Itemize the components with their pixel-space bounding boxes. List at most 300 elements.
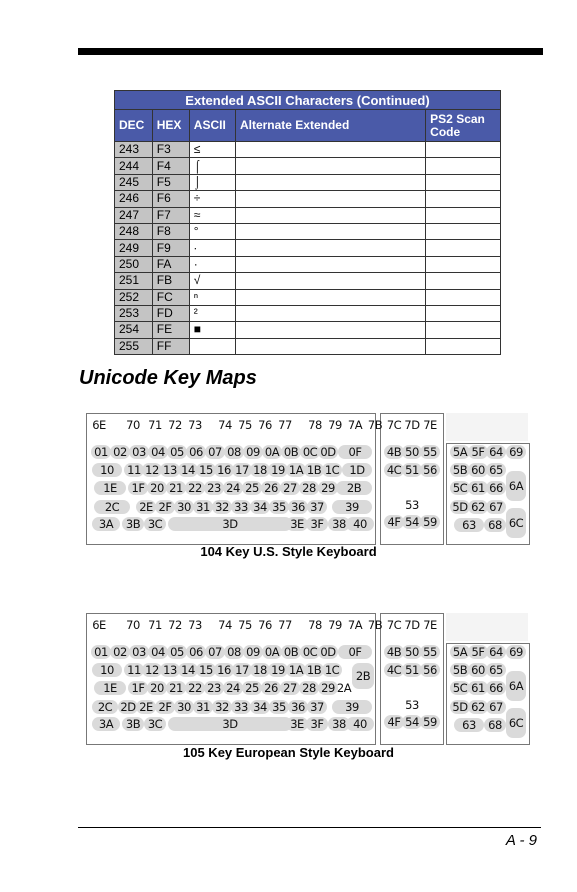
cell-ascii: ≤: [189, 142, 235, 158]
key-code-40: 40: [346, 517, 374, 531]
cell-ascii: [189, 338, 235, 354]
cell-hex: FB: [152, 273, 189, 289]
key-code-5f: 5F: [468, 445, 488, 459]
key-code-2f: 2F: [155, 700, 175, 714]
cell-ps2: [426, 289, 501, 305]
key-code-36: 36: [288, 700, 308, 714]
key-code-10: 10: [92, 463, 122, 477]
key-code-1a: 1A: [286, 663, 306, 677]
key-code-70: 70: [126, 618, 140, 632]
key-code-61: 61: [468, 481, 488, 495]
cell-ascii: ⌡: [189, 174, 235, 190]
table-row: [115, 207, 501, 223]
key-code-29: 29: [318, 681, 338, 695]
numpad-top-blank: [446, 413, 528, 441]
bottom-rule: [78, 827, 541, 828]
cell-ascii: ²: [189, 305, 235, 321]
cell-ascii: ÷: [189, 191, 235, 207]
key-code-33: 33: [231, 700, 251, 714]
key-code-38: 38: [328, 717, 350, 731]
key-code-74: 74: [218, 618, 232, 632]
key-code-22: 22: [185, 481, 205, 495]
key-code-32: 32: [212, 700, 232, 714]
key-code-63: 63: [454, 718, 484, 732]
key-code-7c: 7C: [386, 418, 402, 432]
key-code-21: 21: [166, 481, 186, 495]
key-code-69: 69: [506, 645, 526, 659]
cell-hex: F9: [152, 240, 189, 256]
key-code-11: 11: [124, 463, 144, 477]
key-code-2b: 2B: [352, 663, 374, 689]
key-code-6c: 6C: [506, 708, 526, 738]
cell-ascii: ⌠: [189, 158, 235, 174]
cell-ascii: ≈: [189, 207, 235, 223]
key-code-17: 17: [232, 663, 252, 677]
cell-hex: F8: [152, 223, 189, 239]
key-code-77: 77: [278, 418, 292, 432]
key-code-32: 32: [212, 500, 232, 514]
top-rule: [78, 48, 543, 55]
key-code-29: 29: [318, 481, 338, 495]
key-code-39: 39: [332, 500, 372, 514]
key-code-31: 31: [193, 700, 213, 714]
key-code-2a: 2A: [336, 681, 352, 695]
key-code-60: 60: [468, 663, 488, 677]
key-code-21: 21: [166, 681, 186, 695]
key-code-4f: 4F: [384, 715, 404, 729]
key-code-22: 22: [185, 681, 205, 695]
key-code-18: 18: [250, 463, 270, 477]
key-code-7e: 7E: [423, 618, 437, 632]
cell-ps2: [426, 256, 501, 272]
key-code-5f: 5F: [468, 645, 488, 659]
header-hex: HEX: [152, 110, 189, 142]
key-code-12: 12: [142, 463, 162, 477]
key-code-4f: 4F: [384, 515, 404, 529]
cell-alt: [235, 174, 425, 190]
header-alternate-extended: Alternate Extended: [235, 110, 425, 142]
table-row: [115, 338, 501, 354]
key-code-16: 16: [214, 463, 234, 477]
cell-hex: FC: [152, 289, 189, 305]
key-code-66: 66: [486, 481, 506, 495]
key-code-64: 64: [486, 445, 506, 459]
table-row: [115, 273, 501, 289]
key-code-3c: 3C: [144, 717, 166, 731]
cell-ps2: [426, 273, 501, 289]
key-code-78: 78: [308, 418, 322, 432]
key-code-19: 19: [268, 663, 288, 677]
key-code-60: 60: [468, 463, 488, 477]
key-code-03: 03: [129, 445, 149, 459]
key-code-55: 55: [420, 445, 440, 459]
key-code-13: 13: [160, 463, 180, 477]
cell-ascii: ·: [189, 256, 235, 272]
key-code-1e: 1E: [94, 681, 126, 695]
cell-ascii: ⁿ: [189, 289, 235, 305]
key-code-35: 35: [269, 500, 289, 514]
table-row: [115, 158, 501, 174]
numpad-top-blank: [446, 613, 528, 641]
cell-alt: [235, 223, 425, 239]
cell-hex: FA: [152, 256, 189, 272]
table-row: [115, 142, 501, 158]
key-code-5c: 5C: [450, 681, 470, 695]
cell-alt: [235, 273, 425, 289]
key-code-35: 35: [269, 700, 289, 714]
key-code-5a: 5A: [450, 645, 470, 659]
key-code-37: 37: [307, 500, 327, 514]
table-row: [115, 289, 501, 305]
cell-ascii: ∙: [189, 240, 235, 256]
cell-dec: 249: [115, 240, 153, 256]
key-code-0f: 0F: [338, 645, 372, 659]
cell-dec: 248: [115, 223, 153, 239]
key-code-2d: 2D: [118, 700, 138, 714]
key-code-1f: 1F: [128, 681, 148, 695]
key-code-1e: 1E: [94, 481, 126, 495]
key-code-7c: 7C: [386, 618, 402, 632]
cell-ascii: ■: [189, 322, 235, 338]
key-code-04: 04: [148, 445, 168, 459]
cell-hex: F4: [152, 158, 189, 174]
key-code-24: 24: [223, 481, 243, 495]
key-code-06: 06: [186, 445, 206, 459]
key-code-04: 04: [148, 645, 168, 659]
key-code-55: 55: [420, 645, 440, 659]
key-code-38: 38: [328, 517, 350, 531]
key-code-01: 01: [91, 645, 111, 659]
cell-alt: [235, 191, 425, 207]
cell-alt: [235, 305, 425, 321]
key-code-4b: 4B: [384, 645, 404, 659]
key-code-28: 28: [299, 681, 319, 695]
key-code-1b: 1B: [304, 463, 324, 477]
key-code-30: 30: [174, 500, 194, 514]
key-code-76: 76: [258, 418, 272, 432]
key-code-67: 67: [486, 500, 506, 514]
key-code-4b: 4B: [384, 445, 404, 459]
key-code-1b: 1B: [304, 663, 324, 677]
key-code-0c: 0C: [300, 445, 320, 459]
key-code-34: 34: [250, 500, 270, 514]
key-code-05: 05: [167, 645, 187, 659]
key-code-7b: 7B: [367, 418, 383, 432]
cell-ps2: [426, 191, 501, 207]
key-code-3c: 3C: [144, 517, 166, 531]
key-code-3b: 3B: [122, 717, 144, 731]
key-code-0a: 0A: [262, 445, 282, 459]
key-code-3f: 3F: [306, 517, 328, 531]
key-code-62: 62: [468, 700, 488, 714]
key-code-25: 25: [242, 481, 262, 495]
key-code-2e: 2E: [136, 700, 156, 714]
key-code-0d: 0D: [318, 645, 338, 659]
key-code-50: 50: [402, 645, 422, 659]
key-code-3f: 3F: [306, 717, 328, 731]
key-code-1a: 1A: [286, 463, 306, 477]
key-code-53: 53: [405, 698, 419, 712]
key-code-63: 63: [454, 518, 484, 532]
key-code-33: 33: [231, 500, 251, 514]
key-code-56: 56: [420, 463, 440, 477]
cell-ascii: √: [189, 273, 235, 289]
key-code-68: 68: [484, 518, 506, 532]
cell-alt: [235, 289, 425, 305]
key-code-3e: 3E: [286, 517, 308, 531]
key-code-0f: 0F: [338, 445, 372, 459]
key-code-1c: 1C: [322, 463, 342, 477]
key-code-73: 73: [188, 418, 202, 432]
key-code-7d: 7D: [404, 618, 420, 632]
key-code-50: 50: [402, 445, 422, 459]
key-code-6a: 6A: [506, 671, 526, 701]
key-code-0b: 0B: [281, 645, 301, 659]
key-code-16: 16: [214, 663, 234, 677]
key-code-26: 26: [261, 481, 281, 495]
key-code-79: 79: [328, 418, 342, 432]
key-code-23: 23: [204, 481, 224, 495]
key-code-7d: 7D: [404, 418, 420, 432]
key-code-20: 20: [147, 481, 167, 495]
key-code-24: 24: [223, 681, 243, 695]
key-code-76: 76: [258, 618, 272, 632]
cell-hex: F7: [152, 207, 189, 223]
cell-alt: [235, 142, 425, 158]
key-code-03: 03: [129, 645, 149, 659]
table-row: [115, 174, 501, 190]
key-code-05: 05: [167, 445, 187, 459]
key-code-5a: 5A: [450, 445, 470, 459]
key-code-37: 37: [307, 700, 327, 714]
key-code-14: 14: [178, 463, 198, 477]
table-row: [115, 305, 501, 321]
cell-ps2: [426, 240, 501, 256]
key-code-75: 75: [238, 418, 252, 432]
key-code-66: 66: [486, 681, 506, 695]
key-code-71: 71: [148, 418, 162, 432]
key-code-14: 14: [178, 663, 198, 677]
key-code-71: 71: [148, 618, 162, 632]
key-code-27: 27: [280, 481, 300, 495]
key-code-54: 54: [402, 515, 422, 529]
key-code-6a: 6A: [506, 471, 526, 501]
key-code-7a: 7A: [347, 418, 363, 432]
key-code-3a: 3A: [92, 517, 120, 531]
key-code-3b: 3B: [122, 517, 144, 531]
key-code-0b: 0B: [281, 445, 301, 459]
cell-ps2: [426, 338, 501, 354]
cell-dec: 246: [115, 191, 153, 207]
key-code-10: 10: [92, 663, 122, 677]
key-code-2c: 2C: [92, 700, 118, 714]
key-code-0d: 0D: [318, 445, 338, 459]
key-code-28: 28: [299, 481, 319, 495]
key-code-53: 53: [405, 498, 419, 512]
cell-dec: 255: [115, 338, 153, 354]
key-code-69: 69: [506, 445, 526, 459]
key-code-25: 25: [242, 681, 262, 695]
cell-alt: [235, 338, 425, 354]
key-code-02: 02: [110, 445, 130, 459]
key-code-30: 30: [174, 700, 194, 714]
key-code-74: 74: [218, 418, 232, 432]
cell-dec: 245: [115, 174, 153, 190]
key-code-08: 08: [224, 645, 244, 659]
cell-alt: [235, 207, 425, 223]
key-code-3e: 3E: [286, 717, 308, 731]
key-code-1c: 1C: [322, 663, 342, 677]
cell-hex: F6: [152, 191, 189, 207]
key-code-09: 09: [243, 645, 263, 659]
key-code-5d: 5D: [450, 700, 470, 714]
key-code-0a: 0A: [262, 645, 282, 659]
table-row: [115, 191, 501, 207]
cell-dec: 243: [115, 142, 153, 158]
table-row: [115, 223, 501, 239]
key-code-20: 20: [147, 681, 167, 695]
key-code-7a: 7A: [347, 618, 363, 632]
extended-ascii-table: [114, 90, 501, 355]
cell-alt: [235, 158, 425, 174]
key-code-01: 01: [91, 445, 111, 459]
key-code-13: 13: [160, 663, 180, 677]
key-code-64: 64: [486, 645, 506, 659]
header-dec: DEC: [115, 110, 153, 142]
key-code-17: 17: [232, 463, 252, 477]
key-code-4c: 4C: [384, 663, 404, 677]
cell-ps2: [426, 322, 501, 338]
key-code-70: 70: [126, 418, 140, 432]
cell-alt: [235, 322, 425, 338]
key-code-0c: 0C: [300, 645, 320, 659]
key-code-15: 15: [196, 463, 216, 477]
key-code-26: 26: [261, 681, 281, 695]
table-row: [115, 322, 501, 338]
cell-ps2: [426, 305, 501, 321]
key-code-2b: 2B: [336, 481, 372, 495]
key-code-78: 78: [308, 618, 322, 632]
key-code-56: 56: [420, 663, 440, 677]
cell-ps2: [426, 142, 501, 158]
cell-hex: FE: [152, 322, 189, 338]
cell-dec: 250: [115, 256, 153, 272]
key-code-5d: 5D: [450, 500, 470, 514]
key-code-68: 68: [484, 718, 506, 732]
cell-dec: 252: [115, 289, 153, 305]
key-code-2f: 2F: [155, 500, 175, 514]
cell-hex: FD: [152, 305, 189, 321]
cell-hex: F5: [152, 174, 189, 190]
page-number: A - 9: [505, 832, 537, 849]
key-code-6c: 6C: [506, 508, 526, 538]
key-code-51: 51: [402, 463, 422, 477]
key-code-75: 75: [238, 618, 252, 632]
key-code-65: 65: [486, 463, 506, 477]
cell-dec: 251: [115, 273, 153, 289]
key-code-08: 08: [224, 445, 244, 459]
key-code-34: 34: [250, 700, 270, 714]
key-code-3d: 3D: [168, 517, 292, 531]
cell-ps2: [426, 223, 501, 239]
key-code-1d: 1D: [342, 463, 372, 477]
key-code-72: 72: [168, 418, 182, 432]
key-code-7e: 7E: [423, 418, 437, 432]
cell-hex: FF: [152, 338, 189, 354]
key-code-72: 72: [168, 618, 182, 632]
key-code-3d: 3D: [168, 717, 292, 731]
key-code-23: 23: [204, 681, 224, 695]
key-code-62: 62: [468, 500, 488, 514]
key-code-5b: 5B: [450, 663, 470, 677]
table-row: [115, 256, 501, 272]
key-code-59: 59: [420, 515, 440, 529]
key-code-2c: 2C: [94, 500, 130, 514]
cell-ascii: °: [189, 223, 235, 239]
cell-ps2: [426, 207, 501, 223]
key-code-6e: 6E: [92, 618, 106, 632]
key-code-7b: 7B: [367, 618, 383, 632]
key-code-11: 11: [124, 663, 144, 677]
key-code-65: 65: [486, 663, 506, 677]
key-code-6e: 6E: [92, 418, 106, 432]
cell-dec: 253: [115, 305, 153, 321]
key-code-54: 54: [402, 715, 422, 729]
key-code-07: 07: [205, 445, 225, 459]
key-code-27: 27: [280, 681, 300, 695]
key-code-06: 06: [186, 645, 206, 659]
key-code-02: 02: [110, 645, 130, 659]
cell-ps2: [426, 174, 501, 190]
key-code-79: 79: [328, 618, 342, 632]
keyboard-caption-104: 104 Key U.S. Style Keyboard: [200, 544, 377, 559]
keyboard-map-104: [86, 413, 530, 543]
key-code-3a: 3A: [92, 717, 120, 731]
key-code-61: 61: [468, 681, 488, 695]
key-code-40: 40: [346, 717, 374, 731]
header-ascii: ASCII: [189, 110, 235, 142]
key-code-19: 19: [268, 463, 288, 477]
table-row: [115, 240, 501, 256]
key-code-15: 15: [196, 663, 216, 677]
cell-dec: 244: [115, 158, 153, 174]
key-code-59: 59: [420, 715, 440, 729]
keyboard-map-105: [86, 613, 530, 743]
key-code-73: 73: [188, 618, 202, 632]
key-code-1f: 1F: [128, 481, 148, 495]
cell-dec: 254: [115, 322, 153, 338]
key-code-12: 12: [142, 663, 162, 677]
cell-alt: [235, 256, 425, 272]
table-title: Extended ASCII Characters (Continued): [115, 91, 501, 110]
cell-hex: F3: [152, 142, 189, 158]
key-code-39: 39: [332, 700, 372, 714]
key-code-09: 09: [243, 445, 263, 459]
key-code-2e: 2E: [136, 500, 156, 514]
key-code-5b: 5B: [450, 463, 470, 477]
keyboard-caption-105: 105 Key European Style Keyboard: [183, 745, 394, 760]
key-code-77: 77: [278, 618, 292, 632]
cell-alt: [235, 240, 425, 256]
cell-dec: 247: [115, 207, 153, 223]
key-code-67: 67: [486, 700, 506, 714]
cell-ps2: [426, 158, 501, 174]
section-title: Unicode Key Maps: [79, 367, 257, 389]
key-code-4c: 4C: [384, 463, 404, 477]
header-ps2-scan-code: PS2 Scan Code: [426, 110, 501, 142]
key-code-36: 36: [288, 500, 308, 514]
key-code-51: 51: [402, 663, 422, 677]
